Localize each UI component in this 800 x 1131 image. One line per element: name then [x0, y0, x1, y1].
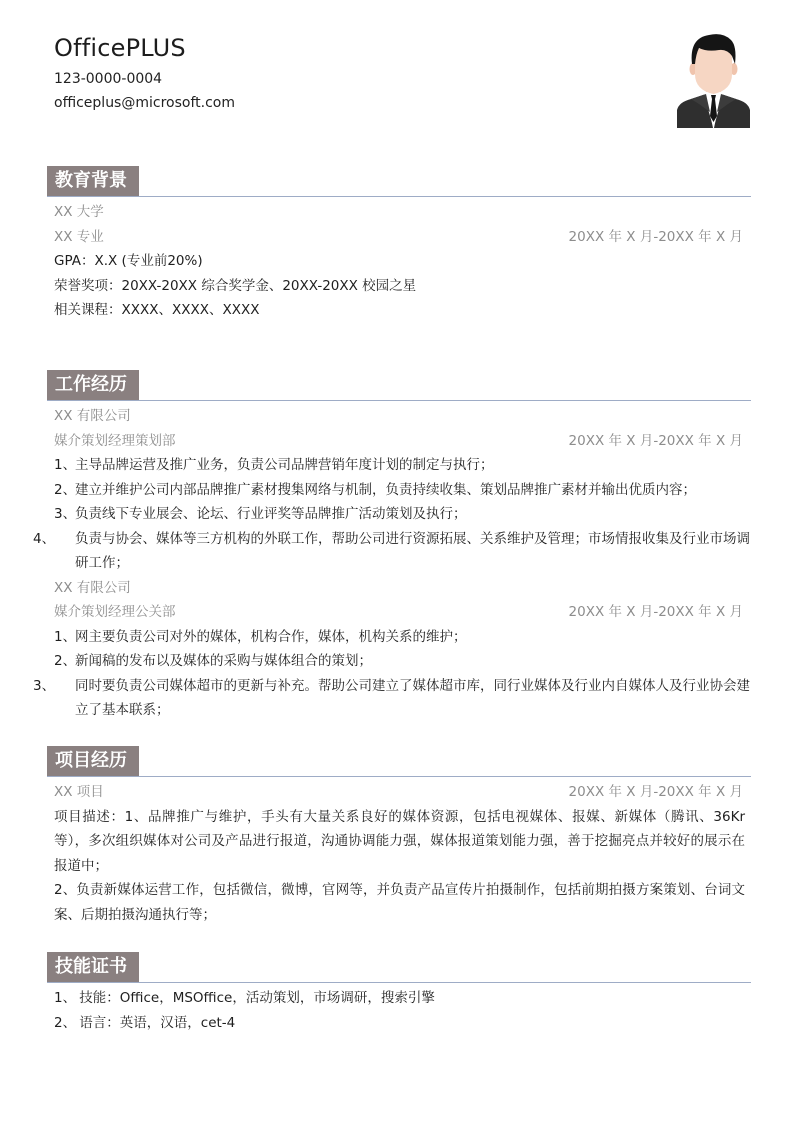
section-title: 项目经历	[47, 746, 139, 776]
skills-section	[47, 952, 751, 1035]
project-date: 20XX 年 X 月-20XX 年 X 月	[568, 784, 743, 800]
company-name: XX 有限公司	[54, 579, 131, 596]
candidate-name: OfficePLUS	[54, 34, 186, 62]
position-name: 媒介策划经理策划部	[54, 432, 176, 449]
list-item: 4、 负责与协会、媒体等三方机构的外联工作，帮助公司进行资源拓展、关系维护及管理；市场情报收集及行业市场调研工作；	[33, 530, 750, 571]
section-header	[47, 370, 751, 400]
project-row	[47, 780, 751, 805]
project-name: XX 项目	[54, 784, 104, 800]
position-name: 媒介策划经理公关部	[54, 604, 176, 620]
project-section	[47, 746, 751, 927]
school-name: XX 大学	[54, 204, 104, 220]
section-divider	[47, 196, 751, 197]
courses: 相关课程：XXXX、XXXX、XXXX	[54, 302, 260, 318]
section-header	[47, 952, 751, 982]
section-divider	[47, 400, 751, 401]
section-header	[47, 746, 751, 776]
project-description: 项目描述：1、品牌推广与维护，手头有大量关系良好的媒体资源，包括电视媒体、报媒、新媒体（腾讯、36Kr等），多次组织媒体对公司及产品进行报道，沟通协调能力强，媒体报道策划能力强，善于挖掘亮点并较好的展示在报道中；	[54, 808, 745, 874]
work-section	[33, 370, 751, 723]
job-date: 20XX 年 X 月-20XX 年 X 月	[568, 432, 743, 449]
section-title: 工作经历	[47, 370, 139, 400]
list-item: 2、建立并维护公司内部品牌推广素材搜集网络与机制，负责持续收集、策划品牌推广素材并输出优质内容；	[54, 481, 696, 498]
company-name: XX 有限公司	[54, 408, 131, 424]
section-header	[47, 166, 751, 196]
major-row	[47, 225, 751, 250]
list-item: 3、 同时要负责公司媒体超市的更新与补充。帮助公司建立了媒体超市库，同行业媒体及行业内自媒体人及行业协会建立了基本联系；	[33, 677, 750, 718]
section-divider	[47, 982, 751, 983]
email-address: officeplus@microsoft.com	[54, 95, 235, 111]
major-name: XX 专业	[54, 228, 104, 245]
position-row	[47, 429, 751, 454]
avatar-icon	[677, 32, 750, 128]
education-section	[47, 166, 751, 323]
section-title: 技能证书	[47, 952, 139, 982]
project-description: 2、负责新媒体运营工作，包括微信，微博，官网等，并负责产品宣传片拍摄制作，包括前期拍摄方案策划、台词文案、后期拍摄沟通执行等；	[54, 882, 745, 923]
section-title: 教育背景	[47, 166, 139, 196]
phone-number: 123-0000-0004	[54, 71, 163, 87]
position-row	[47, 600, 751, 625]
gpa: GPA：X.X (专业前20%)	[54, 253, 203, 269]
list-item: 3、负责线下专业展会、论坛、行业评奖等品牌推广活动策划及执行；	[54, 506, 467, 522]
honors: 荣誉奖项：20XX-20XX 综合奖学金、20XX-20XX 校园之星	[54, 277, 417, 294]
list-item: 1、网主要负责公司对外的媒体，机构合作，媒体，机构关系的维护；	[54, 628, 467, 645]
section-divider	[47, 776, 751, 777]
list-item: 1、 技能：Office，MSOffice，活动策划，市场调研，搜索引擎	[54, 990, 435, 1006]
list-item: 2、 语言：英语，汉语，cet-4	[54, 1014, 236, 1031]
list-item: 2、新闻稿的发布以及媒体的采购与媒体组合的策划；	[54, 653, 372, 669]
list-item: 1、主导品牌运营及推广业务，负责公司品牌营销年度计划的制定与执行；	[54, 457, 494, 473]
education-date: 20XX 年 X 月-20XX 年 X 月	[568, 228, 743, 245]
job-date: 20XX 年 X 月-20XX 年 X 月	[568, 604, 743, 620]
